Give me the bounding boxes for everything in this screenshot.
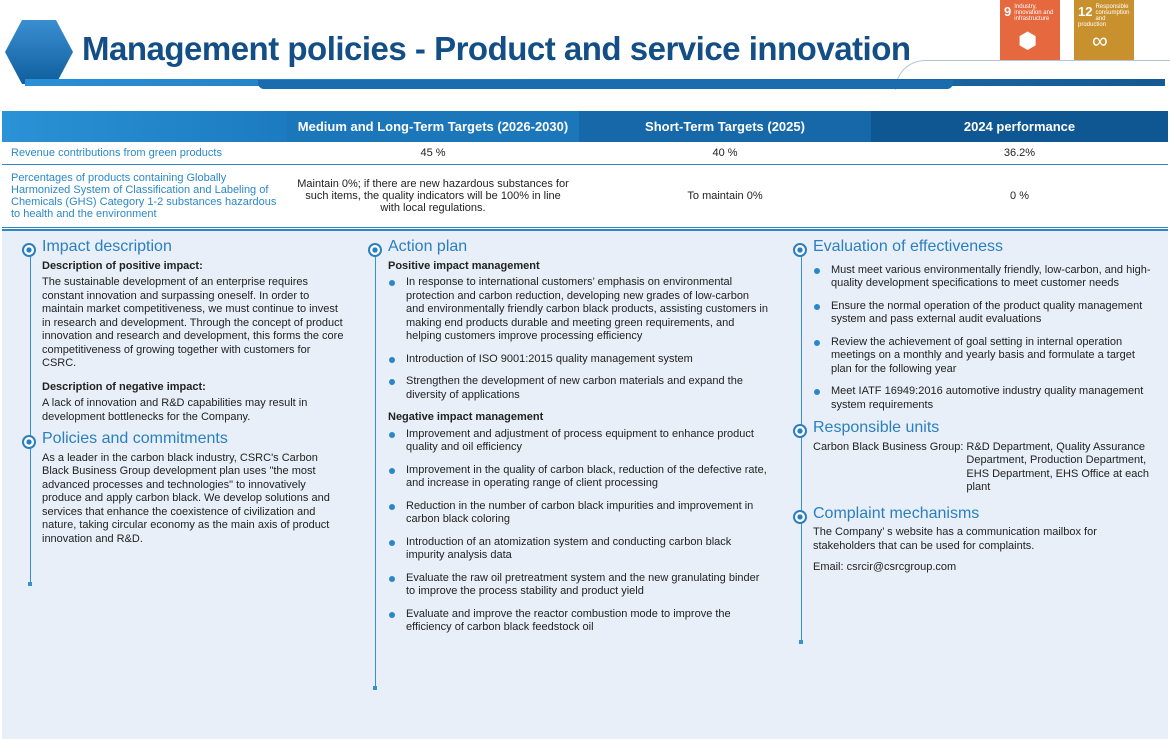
table-cell: Maintain 0%; if there are new hazardous substances for such items, the quality indicators will be 100% in line with local regulations. bbox=[287, 164, 579, 227]
list-item: Evaluate the raw oil pretreatment system and the new granulating binder to improve the process stability and product yield bbox=[388, 572, 768, 599]
right-column bbox=[813, 240, 1158, 579]
timeline-line bbox=[375, 256, 376, 686]
sdg-9-badge: 9 Industry, innovation and infrastructure ⬢ bbox=[1000, 0, 1060, 60]
table-cell: 36.2% bbox=[871, 142, 1168, 164]
table-header-row bbox=[2, 111, 1168, 142]
positive-impact-text: The sustainable development of an enterprise requires constant innovation and surpassing oneself. In order to maintain market competitiveness, we must continue to invest in research and development. Through the concept of product innovation and research and development, this forms the core competitiveness of growing together with customers for CSRC. bbox=[42, 276, 344, 369]
list-item: Ensure the normal operation of the product quality management system and pass external audit evaluations bbox=[813, 300, 1158, 327]
table-row bbox=[2, 142, 1168, 164]
list-item: In response to international customers’ emphasis on environmental protection and carbon reduction, developing new grades of low-carbon and environmentally friendly carbon black products, assisting customers in making end products durable and meeting green requirements, and helping customers improve processing efficiency bbox=[388, 276, 768, 344]
complaint-email: Email: csrcir@csrcgroup.com bbox=[813, 561, 957, 573]
table-header bbox=[2, 111, 287, 142]
list-item: Meet IATF 16949:2016 automotive industry quality management system requirements bbox=[813, 385, 1158, 412]
list-item: Strengthen the development of new carbon materials and expand the diversity of applications bbox=[388, 375, 768, 402]
table-header: 2024 performance bbox=[871, 111, 1168, 142]
policies-heading: Policies and commitments bbox=[42, 432, 347, 446]
list-item: Must meet various environmentally friendly, low-carbon, and high-quality development specifications to meet customer needs bbox=[813, 264, 1158, 291]
table-cell: Percentages of products containing Globally Harmonized System of Classification and Labeling of Chemicals (GHS) Category 1-2 substances hazardous to health and the environment bbox=[2, 164, 287, 227]
negative-impact-label: Description of negative impact: bbox=[42, 380, 206, 393]
targets-table bbox=[2, 111, 1168, 228]
list-item: Introduction of an atomization system and conducting carbon black impurity analysis data bbox=[388, 536, 768, 563]
negative-impact-text: A lack of innovation and R&D capabilities may result in development bottlenecks for the Company. bbox=[42, 397, 308, 423]
table-header: Medium and Long-Term Targets (2026-2030) bbox=[287, 111, 579, 142]
action-heading: Action plan bbox=[388, 240, 768, 254]
complaint-heading: Complaint mechanisms bbox=[813, 507, 1158, 521]
sdg-12-badge: 12 Responsible consumption and production ∞ bbox=[1074, 0, 1134, 60]
table-cell: 0 % bbox=[871, 164, 1168, 227]
units-value: R&D Department, Quality Assurance Department, Production Department, EHS Department, EHS Office at each plant bbox=[966, 440, 1150, 493]
negative-management-label: Negative impact management bbox=[388, 411, 544, 423]
title-hexagon-decoration bbox=[5, 20, 73, 84]
middle-column bbox=[388, 240, 768, 644]
policies-text: As a leader in the carbon black industry, CSRC's Carbon Black Business Group development plan uses "the most advanced processes and technologies" to innovatively produce and apply carbon black. We develop solutions and services that enhance the coexistence of civilization and nature, taking circular economy as the main axis of product innovation and R&D. bbox=[42, 451, 330, 545]
list-item: Improvement and adjustment of process equipment to enhance product quality and oil efficiency bbox=[388, 428, 768, 455]
table-cell: 45 % bbox=[287, 142, 579, 164]
table-cell: 40 % bbox=[579, 142, 871, 164]
impact-heading: Impact description bbox=[42, 240, 347, 254]
timeline-line bbox=[801, 256, 802, 640]
timeline-end bbox=[28, 582, 32, 586]
table-header: Short-Term Targets (2025) bbox=[579, 111, 871, 142]
timeline-end bbox=[799, 640, 803, 644]
cubes-icon: ⬢ bbox=[1018, 28, 1038, 53]
infinity-icon: ∞ bbox=[1092, 28, 1108, 53]
table-cell: Revenue contributions from green products bbox=[2, 142, 287, 164]
evaluation-heading: Evaluation of effectiveness bbox=[813, 240, 1158, 254]
table-row bbox=[2, 164, 1168, 227]
complaint-text: The Company’ s website has a communication mailbox for stakeholders that can be used for complaints. bbox=[813, 526, 1097, 552]
list-item: Reduction in the number of carbon black impurities and improvement in carbon black coloring bbox=[388, 500, 768, 527]
list-item: Improvement in the quality of carbon black, reduction of the defective rate, and increase in operating range of client processing bbox=[388, 464, 768, 491]
units-heading: Responsible units bbox=[813, 421, 1158, 435]
left-column bbox=[42, 240, 347, 550]
list-item: Evaluate and improve the reactor combustion mode to improve the efficiency of carbon black feedstock oil bbox=[388, 608, 768, 635]
list-item: Introduction of ISO 9001:2015 quality management system bbox=[388, 353, 768, 367]
units-label: Carbon Black Business Group: bbox=[813, 440, 964, 453]
list-item: Review the achievement of goal setting in internal operation meetings on a monthly and yearly basis and formulate a target plan for the following year bbox=[813, 336, 1158, 377]
timeline-end bbox=[373, 686, 377, 690]
page-title: Management policies - Product and service innovation bbox=[82, 30, 911, 67]
positive-management-label: Positive impact management bbox=[388, 259, 540, 272]
table-cell: To maintain 0% bbox=[579, 164, 871, 227]
timeline-line bbox=[30, 256, 31, 582]
positive-impact-label: Description of positive impact: bbox=[42, 259, 203, 272]
header-bar-accent bbox=[258, 80, 953, 89]
